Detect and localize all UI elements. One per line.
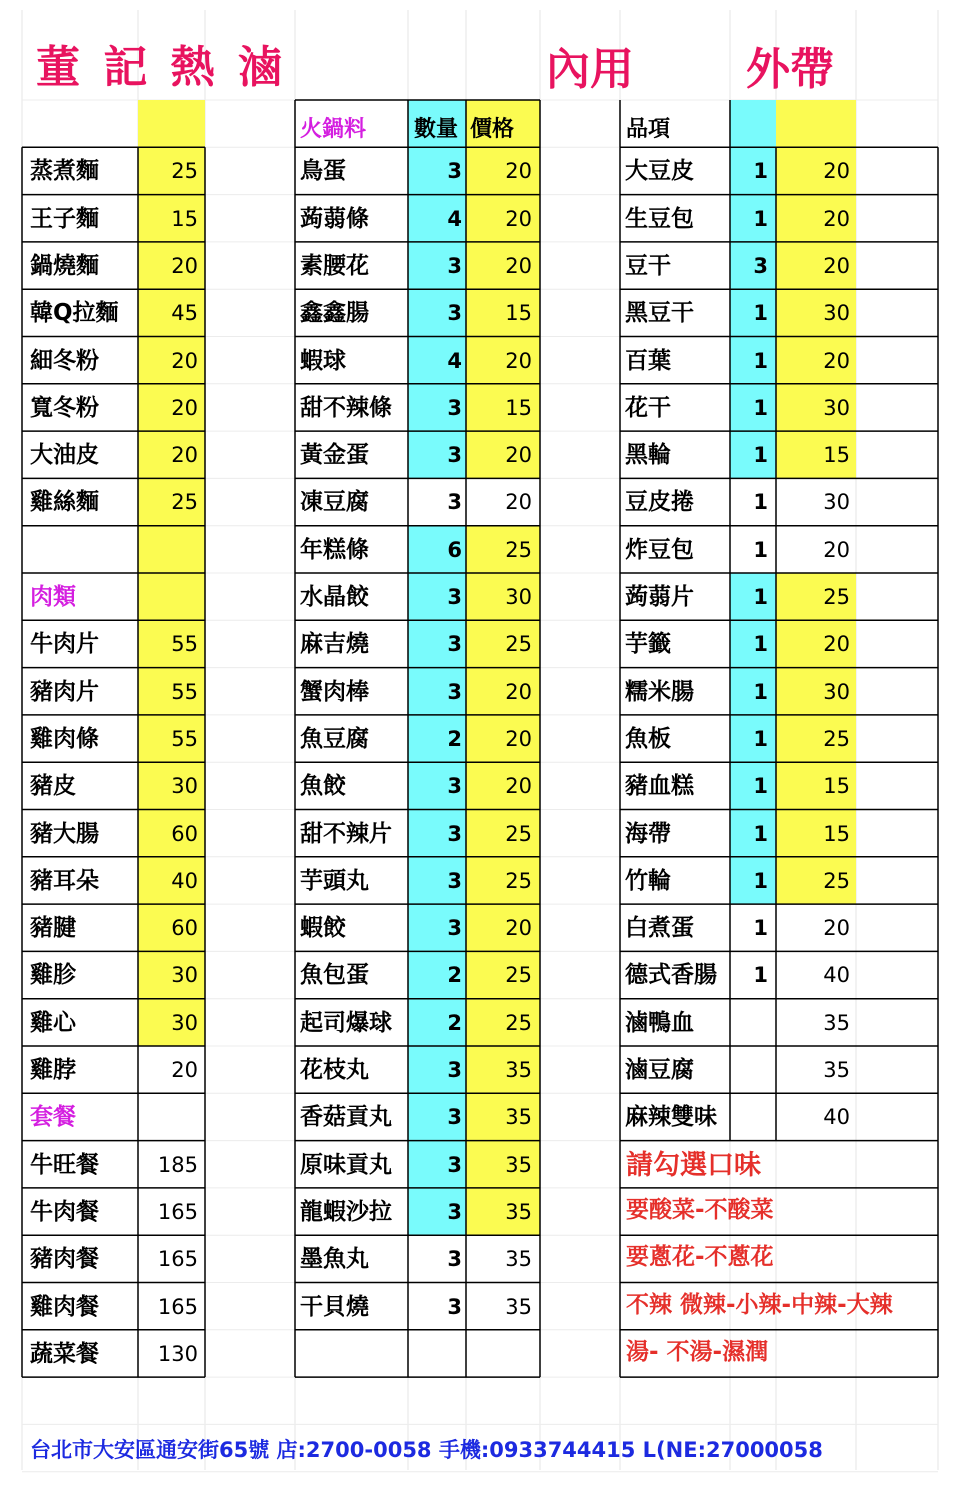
hotpot-item-qty: 3 xyxy=(447,774,462,799)
hotpot-item-qty: 3 xyxy=(447,585,462,609)
item-price: 20 xyxy=(823,537,850,562)
item-qty: 1 xyxy=(753,537,768,562)
item-price: 25 xyxy=(823,726,850,751)
hotpot-item-qty: 3 xyxy=(447,868,462,893)
flavor-note: 要蔥花-不蔥花 xyxy=(626,1244,774,1271)
item-price: 15 xyxy=(823,774,850,799)
menu-item-name: 寬冬粉 xyxy=(30,394,99,421)
item-name: 竹輪 xyxy=(625,867,671,894)
item-price: 20 xyxy=(823,348,850,373)
item-qty: 1 xyxy=(753,206,768,231)
item-price: 20 xyxy=(823,916,850,941)
hotpot-item-qty: 2 xyxy=(447,726,462,751)
menu-item-price: 20 xyxy=(171,1058,198,1082)
item-price: 20 xyxy=(823,253,850,278)
flavor-note: 不辣 微辣-小辣-中辣-大辣 xyxy=(626,1291,893,1318)
menu-item-price: 30 xyxy=(171,963,198,988)
item-qty: 1 xyxy=(753,490,768,515)
item-name: 滷豆腐 xyxy=(625,1057,694,1083)
item-qty: 1 xyxy=(753,159,768,184)
hotpot-header: 火鍋料 xyxy=(300,117,367,142)
menu-item-price: 25 xyxy=(171,490,198,515)
hotpot-item-qty: 3 xyxy=(447,1152,462,1177)
item-name: 白煮蛋 xyxy=(625,915,694,942)
hotpot-item-name: 龍蝦沙拉 xyxy=(300,1198,392,1225)
hotpot-item-qty: 3 xyxy=(447,159,462,184)
menu-item-name: 蒸煮麵 xyxy=(30,158,99,185)
menu-item-price: 45 xyxy=(171,301,198,326)
hotpot-item-price: 30 xyxy=(505,585,532,609)
item-name: 滷鴨血 xyxy=(625,1009,694,1036)
menu-item-price: 55 xyxy=(171,679,198,704)
hotpot-item-name: 鳥蛋 xyxy=(300,158,346,185)
hotpot-item-name: 水晶餃 xyxy=(300,584,369,610)
menu-item-price: 20 xyxy=(171,395,198,420)
menu-item-price: 30 xyxy=(171,774,198,799)
item-name: 德式香腸 xyxy=(625,962,717,989)
item-name: 黑輪 xyxy=(625,442,671,469)
item-qty: 1 xyxy=(753,679,768,704)
item-price: 15 xyxy=(823,443,850,468)
section-label: 套餐 xyxy=(30,1104,76,1131)
menu-item-name: 雞脖 xyxy=(30,1057,76,1083)
menu-item-price: 20 xyxy=(171,253,198,278)
menu-item-name: 王子麵 xyxy=(30,205,99,232)
item-price: 40 xyxy=(823,963,850,988)
menu-item-name: 雞肉條 xyxy=(30,725,99,752)
item-price: 15 xyxy=(823,821,850,846)
menu-item-price: 60 xyxy=(171,821,198,846)
hotpot-item-qty: 3 xyxy=(447,821,462,846)
hotpot-item-name: 甜不辣片 xyxy=(300,820,392,847)
item-name: 海帶 xyxy=(625,820,671,847)
hotpot-item-qty: 4 xyxy=(447,348,462,373)
shop-address: 台北市大安區通安街65號 店:2700-0058 手機:0933744415 L(NE:27000058 xyxy=(30,1438,823,1462)
hotpot-item-price: 20 xyxy=(505,253,532,278)
item-name: 芋籤 xyxy=(625,631,671,658)
hotpot-item-price: 20 xyxy=(505,348,532,373)
menu-item-price: 55 xyxy=(171,726,198,751)
hotpot-item-name: 魚豆腐 xyxy=(300,725,369,752)
dine-in-label: 內用 xyxy=(546,44,634,95)
hotpot-item-qty: 3 xyxy=(447,395,462,420)
menu-item-name: 雞心 xyxy=(30,1009,76,1036)
hotpot-item-name: 凍豆腐 xyxy=(300,489,369,516)
menu-item-name: 豬肉餐 xyxy=(30,1246,99,1273)
menu-item-name: 豬肉片 xyxy=(30,678,99,705)
hotpot-item-price: 25 xyxy=(505,537,532,562)
item-price: 40 xyxy=(823,1105,850,1130)
hotpot-item-name: 蟹肉棒 xyxy=(300,678,369,705)
item-name: 麻辣雙味 xyxy=(625,1104,717,1131)
item-qty: 3 xyxy=(753,253,768,278)
hotpot-item-qty: 3 xyxy=(447,1058,462,1082)
item-header: 品項 xyxy=(626,117,671,142)
menu-item-price: 60 xyxy=(171,916,198,941)
menu-item-price: 25 xyxy=(171,159,198,184)
item-qty: 1 xyxy=(753,632,768,657)
menu-item-name: 蔬菜餐 xyxy=(30,1340,99,1367)
hotpot-item-name: 蝦餃 xyxy=(300,915,346,942)
item-name: 魚板 xyxy=(625,725,671,752)
item-name: 豆干 xyxy=(625,252,671,279)
hotpot-item-price: 25 xyxy=(505,868,532,893)
menu-item-price: 30 xyxy=(171,1010,198,1035)
item-qty: 1 xyxy=(753,395,768,420)
item-name: 黑豆干 xyxy=(625,300,694,327)
hotpot-item-price: 25 xyxy=(505,821,532,846)
menu-item-price: 185 xyxy=(157,1152,198,1177)
hotpot-item-price: 15 xyxy=(505,301,532,326)
item-name: 蒟蒻片 xyxy=(625,584,694,610)
hotpot-item-qty: 3 xyxy=(447,443,462,468)
item-price: 20 xyxy=(823,632,850,657)
hotpot-item-price: 15 xyxy=(505,395,532,420)
hotpot-item-name: 干貝燒 xyxy=(300,1293,369,1320)
menu-item-name: 豬大腸 xyxy=(30,820,99,847)
item-qty: 1 xyxy=(753,916,768,941)
menu-item-name: 韓Q拉麵 xyxy=(30,300,119,327)
hotpot-item-price: 35 xyxy=(505,1199,532,1224)
hotpot-item-price: 25 xyxy=(505,1010,532,1035)
item-qty: 1 xyxy=(753,443,768,468)
item-price: 25 xyxy=(823,868,850,893)
item-name: 花干 xyxy=(625,394,671,421)
hotpot-item-name: 年糕條 xyxy=(300,536,369,563)
menu-item-name: 雞絲麵 xyxy=(30,489,99,516)
flavor-note: 請勾選口味 xyxy=(626,1149,761,1181)
item-name: 豆皮捲 xyxy=(625,489,694,516)
hotpot-item-qty: 3 xyxy=(447,1199,462,1224)
hotpot-item-price: 20 xyxy=(505,159,532,184)
menu-item-price: 15 xyxy=(171,206,198,231)
hotpot-item-qty: 4 xyxy=(447,206,462,231)
hotpot-item-price: 20 xyxy=(505,206,532,231)
hotpot-item-price: 20 xyxy=(505,679,532,704)
hotpot-item-name: 素腰花 xyxy=(300,252,369,279)
menu-item-price: 165 xyxy=(157,1199,198,1224)
menu-item-name: 雞胗 xyxy=(30,962,76,989)
hotpot-item-name: 花枝丸 xyxy=(300,1057,369,1083)
item-price: 25 xyxy=(823,585,850,609)
shop-title: 董 記 熱 滷 xyxy=(36,42,286,93)
menu-item-name: 雞肉餐 xyxy=(30,1293,99,1320)
hotpot-item-price: 35 xyxy=(505,1247,532,1272)
menu-item-price: 55 xyxy=(171,632,198,657)
hotpot-item-name: 鑫鑫腸 xyxy=(300,300,369,327)
item-qty: 1 xyxy=(753,301,768,326)
item-price: 20 xyxy=(823,159,850,184)
hotpot-item-qty: 3 xyxy=(447,1105,462,1130)
item-price: 20 xyxy=(823,206,850,231)
hotpot-item-name: 芋頭丸 xyxy=(300,867,369,894)
hotpot-item-name: 黃金蛋 xyxy=(300,442,369,469)
hotpot-item-qty: 2 xyxy=(447,963,462,988)
item-qty: 1 xyxy=(753,868,768,893)
hotpot-item-name: 麻吉燒 xyxy=(300,631,369,658)
hotpot-item-name: 原味貢丸 xyxy=(300,1151,392,1178)
hotpot-item-qty: 3 xyxy=(447,490,462,515)
hotpot-item-price: 20 xyxy=(505,726,532,751)
menu-item-name: 鍋燒麵 xyxy=(30,252,99,279)
hotpot-item-qty: 3 xyxy=(447,679,462,704)
item-qty: 1 xyxy=(753,726,768,751)
price-header: 價格 xyxy=(470,117,515,142)
item-name: 糯米腸 xyxy=(625,678,694,705)
hotpot-item-price: 35 xyxy=(505,1058,532,1082)
hotpot-item-qty: 3 xyxy=(447,1294,462,1319)
menu-item-name: 牛肉片 xyxy=(30,631,99,658)
item-qty: 1 xyxy=(753,348,768,373)
menu-item-name: 豬耳朵 xyxy=(30,867,99,894)
hotpot-item-price: 20 xyxy=(505,490,532,515)
hotpot-item-name: 蝦球 xyxy=(300,347,346,374)
hotpot-item-price: 35 xyxy=(505,1152,532,1177)
hotpot-item-name: 起司爆球 xyxy=(300,1009,392,1036)
flavor-note: 湯- 不湯-濕潤 xyxy=(626,1338,769,1365)
item-price: 30 xyxy=(823,395,850,420)
hotpot-item-qty: 2 xyxy=(447,1010,462,1035)
item-name: 大豆皮 xyxy=(625,158,694,185)
menu-item-name: 豬皮 xyxy=(30,773,76,800)
menu-item-price: 165 xyxy=(157,1247,198,1272)
menu-item-name: 大油皮 xyxy=(30,442,99,469)
menu-item-price: 165 xyxy=(157,1294,198,1319)
menu-item-name: 牛旺餐 xyxy=(30,1151,99,1178)
flavor-note: 要酸菜-不酸菜 xyxy=(626,1196,774,1223)
hotpot-item-name: 墨魚丸 xyxy=(300,1246,369,1273)
menu-item-name: 豬腱 xyxy=(30,915,76,942)
item-price: 35 xyxy=(823,1010,850,1035)
menu-item-price: 20 xyxy=(171,443,198,468)
hotpot-item-price: 20 xyxy=(505,774,532,799)
qty-header: 數量 xyxy=(414,117,459,142)
menu-item-name: 牛肉餐 xyxy=(30,1198,99,1225)
hotpot-item-qty: 6 xyxy=(447,537,462,562)
item-qty: 1 xyxy=(753,963,768,988)
hotpot-item-qty: 3 xyxy=(447,916,462,941)
item-qty: 1 xyxy=(753,585,768,609)
take-out-label: 外帶 xyxy=(746,44,834,95)
item-price: 30 xyxy=(823,490,850,515)
hotpot-item-name: 魚包蛋 xyxy=(300,962,369,989)
hotpot-item-qty: 3 xyxy=(447,253,462,278)
hotpot-item-price: 25 xyxy=(505,963,532,988)
item-qty: 1 xyxy=(753,774,768,799)
hotpot-item-price: 20 xyxy=(505,443,532,468)
item-price: 30 xyxy=(823,679,850,704)
hotpot-item-name: 香菇貢丸 xyxy=(300,1104,392,1131)
hotpot-item-price: 35 xyxy=(505,1294,532,1319)
menu-item-price: 130 xyxy=(157,1341,198,1366)
item-name: 豬血糕 xyxy=(625,773,694,800)
hotpot-item-price: 20 xyxy=(505,916,532,941)
hotpot-item-name: 魚餃 xyxy=(300,773,346,800)
item-price: 30 xyxy=(823,301,850,326)
menu-item-price: 20 xyxy=(171,348,198,373)
item-price: 35 xyxy=(823,1058,850,1082)
section-label: 肉類 xyxy=(30,584,76,610)
hotpot-item-qty: 3 xyxy=(447,632,462,657)
item-name: 炸豆包 xyxy=(625,536,694,563)
hotpot-item-qty: 3 xyxy=(447,301,462,326)
hotpot-item-qty: 3 xyxy=(447,1247,462,1272)
menu-item-name: 細冬粉 xyxy=(30,347,99,374)
item-qty: 1 xyxy=(753,821,768,846)
item-name: 生豆包 xyxy=(625,205,694,232)
hotpot-item-name: 甜不辣條 xyxy=(300,394,392,421)
hotpot-item-price: 25 xyxy=(505,632,532,657)
hotpot-item-name: 蒟蒻條 xyxy=(300,205,369,232)
menu-item-price: 40 xyxy=(171,868,198,893)
item-name: 百葉 xyxy=(625,347,671,374)
hotpot-item-price: 35 xyxy=(505,1105,532,1130)
